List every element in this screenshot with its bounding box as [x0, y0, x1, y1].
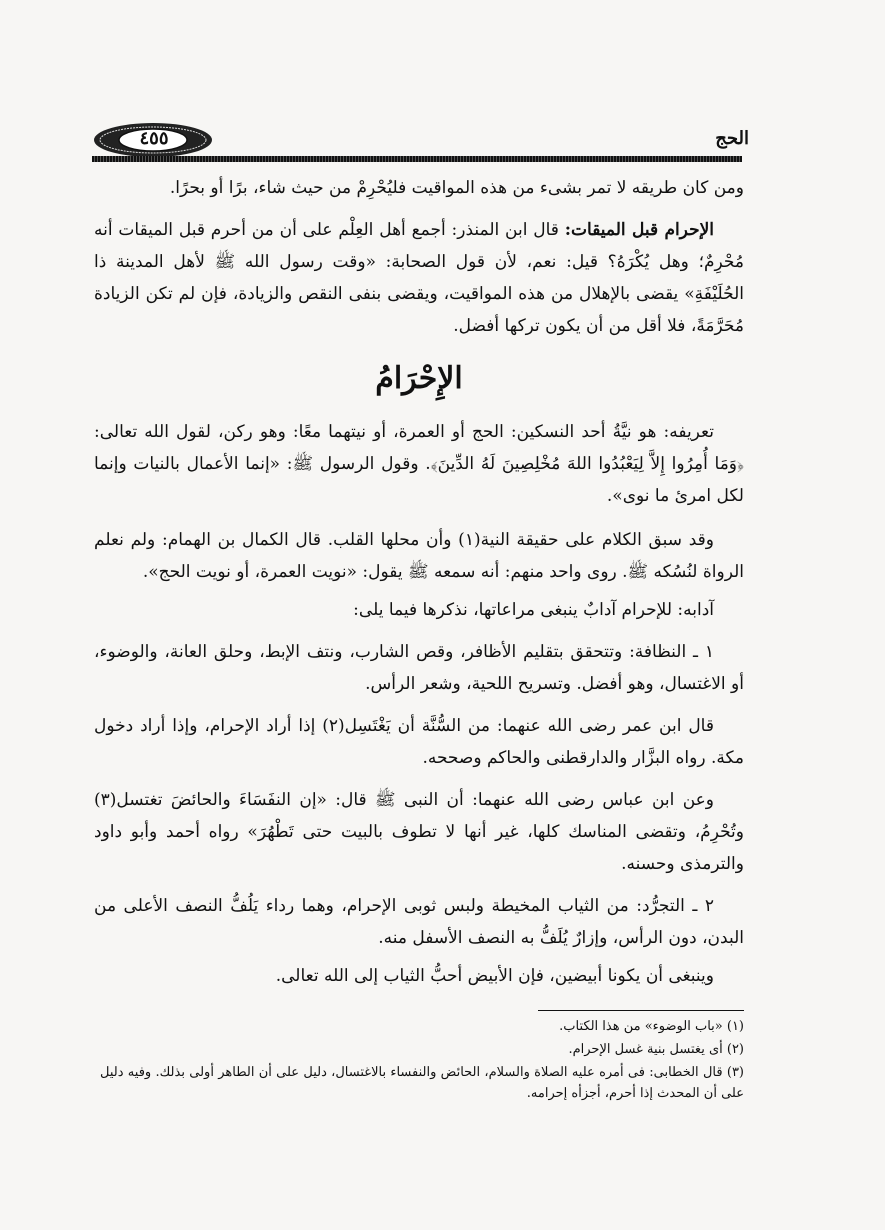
footnote-1: (١) «باب الوضوء» من هذا الكتاب.: [559, 1019, 744, 1034]
lower-text: [94, 416, 744, 992]
paragraph-tajarrud: ٢ ـ التجرُّد: من الثياب المخيطة ولبس ثوبى الإحرام، وهما رداء يَلُفُّ النصف الأعلى من البدن، دون الرأس، وإزارٌ يُلَفُّ به النصف الأسفل منه.: [94, 896, 744, 948]
paragraph-title: الإحرام قبل الميقات:: [564, 220, 714, 240]
paragraph-etiquette: آدابه: للإحرام آدابٌ ينبغى مراعاتها، نذكرها فيما يلى:: [353, 600, 714, 620]
footnote-rule: [538, 1010, 744, 1011]
section-heading: الإِحْرَامُ: [375, 361, 463, 396]
paragraph-definition: تعريفه: هو نيَّةُ أحد النسكين: الحج أو العمرة، أو نيتهما معًا: وهو ركن، لقول الله تعالى: ﴿وَمَا أُمِرُوا إِلاَّ لِيَعْبُدُوا اللهَ مُخْلِصِينَ لَهُ الدِّينَ﴾. وقول الرسول ﷺ: «إنما الأعمال بالنيات وإنما لكل امرئ ما نوى».: [94, 422, 744, 506]
header-rule: [92, 156, 742, 162]
footnote-2: (٢) أى يغتسل بنية غسل الإحرام.: [568, 1042, 744, 1057]
paragraph-ihram-before-miqat: [94, 214, 744, 342]
paragraph-ibn-abbas: وعن ابن عباس رضى الله عنهما: أن النبى ﷺ قال: «إن النفَسَاءَ والحائضَ تغتسل(٣) وتُحْرِمُ، وتقضى المناسك كلها، غير أنها لا تطوف بالبيت حتى تَطْهُرَ» رواه أحمد وأبو داود والترمذى وحسنه.: [94, 790, 744, 874]
paragraph-body: قال ابن المنذر: أجمع أهل العِلْم على أن من أحرم قبل الميقات أنه مُحْرِمٌ؛ وهل يُكْرَهُ؟ قيل: نعم، لأن قول الصحابة: «وقت رسول الله ﷺ لأهل المدينة ذا الحُلَيْفَةِ» يقضى بالإهلال من هذه المواقيت، ويقضى بنفى النقص والزيادة، فإن لم تكن الزيادة مُحَرَّمَةً، فلا أقل من أن يكون تركها أفضل.: [94, 220, 744, 336]
paragraph-intention: وقد سبق الكلام على حقيقة النية(١) وأن محلها القلب. قال الكمال بن الهمام: ولم نعلم الرواة لنُسُكه ﷺ. روى واحد منهم: أنه سمعه ﷺ يقول: «نويت العمرة، أو نويت الحج».: [94, 530, 744, 582]
paragraph-p1: ومن كان طريقه لا تمر بشىء من هذه المواقيت فليُحْرِمْ من حيث شاء، برًا أو بحرًا.: [169, 178, 744, 198]
paragraph-ibn-umar: قال ابن عمر رضى الله عنهما: من السُّنَّة أن يَغْتَسِل(٢) إذا أراد الإحرام، وإذا أراد دخول مكة. رواه البزَّار والدارقطنى والحاكم وصححه.: [94, 716, 744, 768]
running-title: الحج: [715, 128, 749, 149]
footnote-3: (٣) قال الخطابى: فى أمره عليه الصلاة والسلام، الحائض والنفساء بالاغتسال، دليل على أن الطاهر أولى بذلك. وفيه دليل على أن المحدث إذا أحرم، أجزأه إحرامه.: [100, 1065, 744, 1101]
paragraph-cleanliness: ١ ـ النظافة: وتتحقق بتقليم الأظافر، وقص الشارب، ونتف الإبط، وحلق العانة، والوضوء، أو الاغتسال، وهو أفضل. وتسريح اللحية، وشعر الرأس.: [94, 642, 744, 694]
page-number: ٤٥٥: [139, 128, 169, 149]
footnotes: [100, 1016, 744, 1106]
paragraph-white-garments: وينبغى أن يكونا أبيضين، فإن الأبيض أحبُّ الثياب إلى الله تعالى.: [275, 966, 714, 986]
upper-text: [94, 172, 744, 342]
